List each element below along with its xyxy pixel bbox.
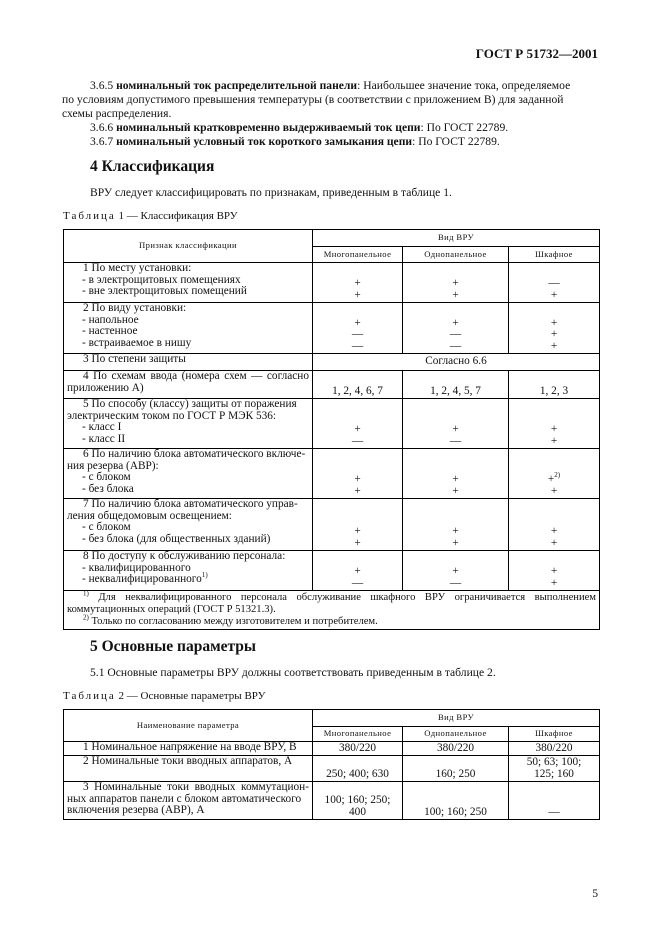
table-2-col-multi: Многопанельное [313, 727, 403, 742]
table-1-caption: Таблица 1 — Классификация ВРУ [63, 210, 238, 222]
definition-term: номинальный ток распределительной панели [116, 79, 358, 92]
table-row: 3 Номинальные токи вводных коммутацион- ных аппаратов панели с блоком автоматического включения резерва (АВР), А 100; 160; 250; 400 100; 160; 250 — [64, 782, 600, 820]
table-row: 7 По наличию блока автоматического управ- ления общедомовым освещением: - с блоком - без блока (для общественных зданий) + + + + + + [64, 499, 600, 551]
section-4-intro: ВРУ следует классифицировать по признакам, приведенным в таблице 1. [90, 186, 452, 199]
definition-term: номинальный условный ток короткого замыкания цепи [116, 135, 413, 148]
parameters-table [63, 709, 600, 820]
table-2-head-param: Наименование параметра [64, 710, 313, 742]
merged-cell: Согласно 6.6 [313, 354, 600, 371]
definition-3-6-5: 3.6.5 номинальный ток распределительной панели: Наибольшее значение тока, определяемое по условиям допустимого превышения температуры (в соответствии с приложением В) для заданной схемы распределения. [62, 79, 571, 120]
classification-table [63, 229, 600, 630]
section-5-intro: 5.1 Основные параметры ВРУ должны соответствовать приведенным в таблице 2. [90, 666, 496, 679]
document-id: ГОСТ Р 51732—2001 [475, 46, 598, 61]
table-2-head-group: Вид ВРУ [313, 710, 600, 727]
table-row: 5 По способу (классу) защиты от поражения электрическим током по ГОСТ Р МЭК 536: - класс I - класс II + — + — + + [64, 399, 600, 449]
table-2-caption: Таблица 2 — Основные параметры ВРУ [63, 690, 266, 702]
table-row: 4 По схемам ввода (номера схем — согласно приложению А) 1, 2, 4, 6, 7 1, 2, 4, 5, 7 1, 2, 3 [64, 371, 600, 399]
definition-term: номинальный кратковременно выдерживаемый ток цепи [116, 121, 421, 134]
table-1-head-feature: Признак классификации [64, 230, 313, 263]
definition-3-6-7: 3.6.7 номинальный условный ток короткого замыкания цепи: По ГОСТ 22789. [90, 135, 500, 148]
table-row: 1 Номинальное напряжение на вводе ВРУ, В 380/220 380/220 380/220 [64, 742, 600, 756]
table-1-col-cabinet: Шкафное [509, 247, 600, 263]
table-row: 8 По доступу к обслуживанию персонала: - квалифицированного - неквалифицированного$^{1)}$ + — + — + + [64, 551, 600, 591]
footnote-ref-cell: +$^{2)}$ [547, 471, 561, 485]
section-4-title: 4 Классификация [90, 158, 215, 175]
table-row: 6 По наличию блока автоматического включе- ния резерва (АВР): - с блоком - без блока + + + + +$^{2)}$ + [64, 449, 600, 499]
table-row: 3 По степени защиты Согласно 6.6 [64, 354, 600, 371]
table-row: 2 По виду установки: - напольное - настенное - встраиваемое в нишу + — — + — — + + + [64, 303, 600, 354]
table-2-col-single: Однопанельное [403, 727, 509, 742]
table-row: 1 По месту установки: - в электрощитовых помещениях - вне электрощитовых помещений + + + + — + [64, 263, 600, 303]
footnote-1: $^{1)}$ Для неквалифицированного персонала обслуживание шкафного ВРУ ограничивается выполнением коммутационных операций (ГОСТ Р 51321.3). [67, 589, 597, 615]
section-5-title: 5 Основные параметры [90, 638, 257, 655]
footnote-2: $^{2)}$ Только по согласованию между изготовителем и потребителем. [83, 613, 378, 627]
page-number: 5 [592, 887, 598, 900]
table-2-col-cabinet: Шкафное [509, 727, 600, 742]
table-1-head-group: Вид ВРУ [313, 230, 600, 247]
table-footnotes [64, 591, 600, 630]
table-1-col-single: Однопанельное [403, 247, 509, 263]
table-1-col-multi: Многопанельное [313, 247, 403, 263]
definition-3-6-6: 3.6.6 номинальный кратковременно выдерживаемый ток цепи: По ГОСТ 22789. [90, 121, 509, 134]
table-row: 2 Номинальные токи вводных аппаратов, А 250; 400; 630 160; 250 50; 63; 100; 125; 160 [64, 756, 600, 782]
